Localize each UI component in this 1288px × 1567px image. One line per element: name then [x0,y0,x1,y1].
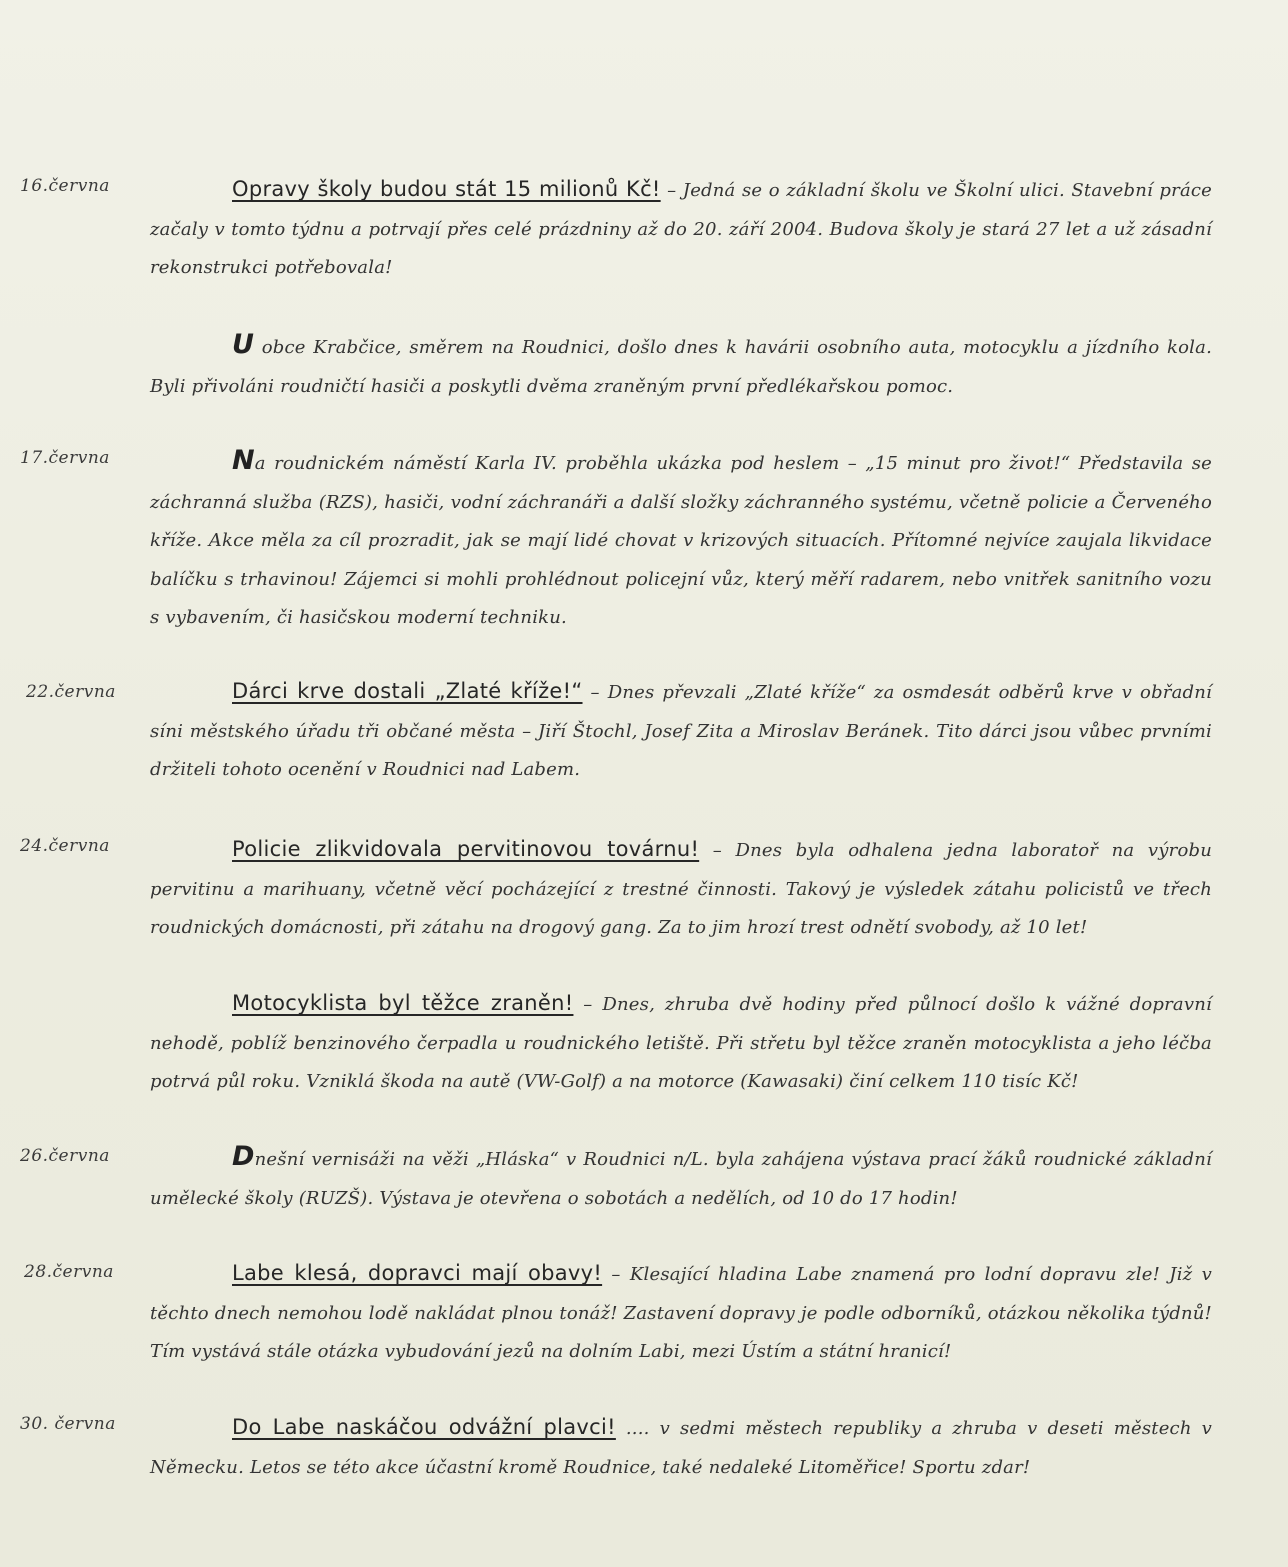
entry-date: 26.června [20,1146,110,1166]
entry-date: 30. června [20,1414,116,1434]
entry-date: 16.června [20,176,110,196]
entry-headline: Labe klesá, dopravci mají obavy! [232,1261,603,1285]
entry-text [150,984,1212,1102]
entry-date: 17.června [20,448,110,468]
entry-text [150,830,1212,948]
entry-text [150,170,1212,288]
entry-text [150,326,1212,406]
entry-initial: U [232,329,255,360]
entry-body: obce Krabčice, směrem na Roudnici, došlo dnes k havárii osobního auta, motocyklu a jízdního kola. Byli přivoláni roudničtí hasiči a poskytli dvěma zraněným první předlékařskou pomoc. [150,337,1212,397]
entry-date: 28.června [24,1262,114,1282]
entry-body: – Jedná se o základní školu ve Školní ulici. Stavební práce začaly v tomto týdnu a potrvají přes celé prázdniny až do 20. září 2004. Budova školy je stará 27 let a už zásadní rekonstrukci potřebovala! [150,180,1213,278]
entry-body: – Dnes byla odhalena jedna laboratoř na výrobu pervitinu a marihuany, včetně věcí pocházející z trestné činnosti. Takový je výsledek zátahu policistů ve třech roudnických domácnosti, při zátahu na drogový gang. Za to jim hrozí trest odnětí svobody, až 10 let! [150,840,1213,938]
entry-text [150,1254,1212,1372]
entry-headline: Opravy školy budou stát 15 milionů Kč! [232,177,661,201]
entry-initial: D [232,1141,255,1172]
entry-text [150,672,1212,790]
entry-text [150,442,1212,638]
entry-initial: N [232,445,255,476]
entry-body: – Dnes, zhruba dvě hodiny před půlnocí došlo k vážné dopravní nehodě, poblíž benzinového čerpadla u roudnického letiště. Při střetu byl těžce zraněn motocyklista a jeho léčba potrvá půl roku. Vzniklá škoda na autě (VW-Golf) a na motorce (Kawasaki) činí celkem 110 tisíc Kč! [150,994,1212,1092]
entry-body: – Dnes převzali „Zlaté kříže“ za osmdesát odběrů krve v obřadní síni městského úřadu tři občané města – Jiří Štochl, Josef Zita a Miroslav Beránek. Tito dárci jsou vůbec prvními držiteli tohoto ocenění v Roudnici nad Labem. [150,682,1212,780]
entry-headline: Motocyklista byl těžce zraněn! [232,991,574,1015]
entry-date: 24.června [20,836,110,856]
entry-headline: Do Labe naskáčou odvážní plavci! [232,1415,616,1439]
entry-headline: Policie zlikvidovala pervitinovou továrnu! [232,837,700,861]
entry-body: – Klesající hladina Labe znamená pro lodní dopravu zle! Již v těchto dnech nemohou lodě nakládat plnou tonáž! Zastavení dopravy je podle odborníků, otázkou několika týdnů! Tím vystává stále otázka vybudování jezů na dolním Labi, mezi Ústím a státní hranicí! [150,1264,1212,1362]
entry-text [150,1408,1212,1487]
entry-body: .... v sedmi městech republiky a zhruba v deseti městech v Německu. Letos se této akce účastní kromě Roudnice, také nedaleké Litoměřice! Sportu zdar! [150,1418,1213,1478]
entry-date: 22.června [26,682,116,702]
entry-body: nešní vernisáži na věži „Hláska“ v Roudnici n/L. byla zahájena výstava prací žáků roudnické základní umělecké školy (RUZŠ). Výstava je otevřena o sobotách a nedělích, od 10 do 17 hodin! [150,1149,1212,1209]
entry-headline: Dárci krve dostali „Zlaté kříže!“ [232,679,583,703]
entry-text [150,1138,1212,1218]
entry-body: a roudnickém náměstí Karla IV. proběhla ukázka pod heslem – „15 minut pro život!“ Představila se záchranná služba (RZS), hasiči, vodní záchranáři a další složky záchranného systému, včetně policie a Červeného kříže. Akce měla za cíl prozradit, jak se mají lidé chovat v krizových situacích. Přítomné nejvíce zaujala likvidace balíčku s trhavinou! Zájemci si mohli prohlédnout policejní vůz, který měří radarem, nebo vnitřek sanitního vozu s vybavením, či hasičskou moderní techniku. [150,453,1212,628]
